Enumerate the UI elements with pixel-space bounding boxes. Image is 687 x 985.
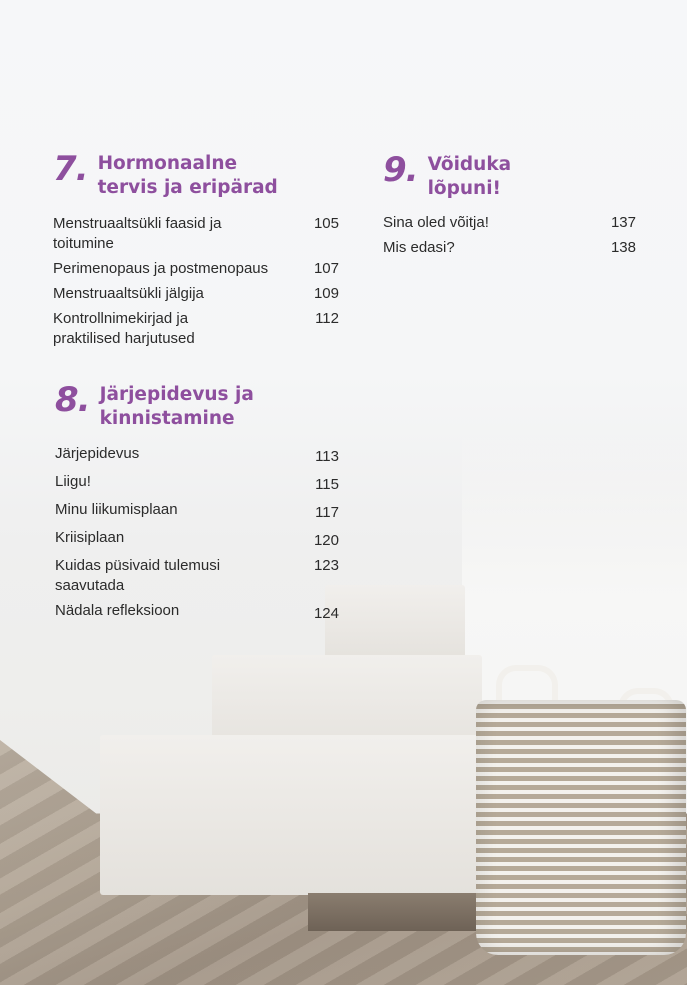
page-number: 120 [313, 532, 339, 549]
toc-entry[interactable]: Järjepidevus 113 [55, 445, 339, 465]
section-heading [55, 380, 339, 431]
entry-list [55, 444, 339, 624]
section-title: Võiduka lõpuni! [427, 154, 512, 199]
section-number: 7. [53, 149, 88, 189]
page-number: 107 [313, 260, 339, 277]
page-number: 109 [313, 285, 339, 302]
section-number: 9. [383, 150, 418, 190]
page-number: 113 [315, 448, 339, 465]
toc-section-9 [383, 150, 636, 263]
toc-entry[interactable]: Menstruaaltsükli jälgija 109 [53, 285, 339, 302]
section-title: Järjepidevus ja kinnistamine [99, 384, 254, 429]
page-number: 137 [610, 214, 636, 231]
toc-entry[interactable]: Kriisiplaan 120 [55, 529, 339, 549]
page-number: 112 [315, 310, 339, 327]
section-number: 8. [55, 380, 90, 420]
page-number: 124 [313, 605, 339, 622]
entry-list [383, 213, 636, 258]
toc-entry[interactable]: Kontrollnimekirjad ja praktilised harjutused 112 [53, 310, 339, 347]
toc-entry[interactable]: Menstruaaltsükli faasid ja toitumine 105 [53, 215, 339, 252]
toc-entry[interactable]: Kuidas püsivaid tulemusi saavutada 123 [55, 557, 339, 594]
section-title: Hormonaalne tervis ja eripärad [97, 153, 278, 198]
page-number: 105 [313, 215, 339, 232]
page-number: 115 [315, 476, 339, 493]
page-number: 123 [313, 557, 339, 574]
page-number: 117 [315, 504, 339, 521]
toc-section-7 [53, 149, 339, 354]
section-heading [383, 150, 636, 201]
entry-list [53, 214, 339, 349]
toc-entry[interactable]: Perimenopaus ja postmenopaus 107 [53, 260, 339, 277]
section-heading [53, 149, 339, 200]
page-number: 138 [610, 239, 636, 256]
toc-entry[interactable]: Minu liikumisplaan 117 [55, 501, 339, 521]
toc-entry[interactable]: Nädala refleksioon 124 [55, 602, 339, 622]
toc-entry[interactable]: Sina oled võitja! 137 [383, 214, 636, 231]
toc-entry[interactable]: Mis edasi? 138 [383, 239, 636, 256]
toc-section-8 [55, 380, 339, 629]
toc-entry[interactable]: Liigu! 115 [55, 473, 339, 493]
